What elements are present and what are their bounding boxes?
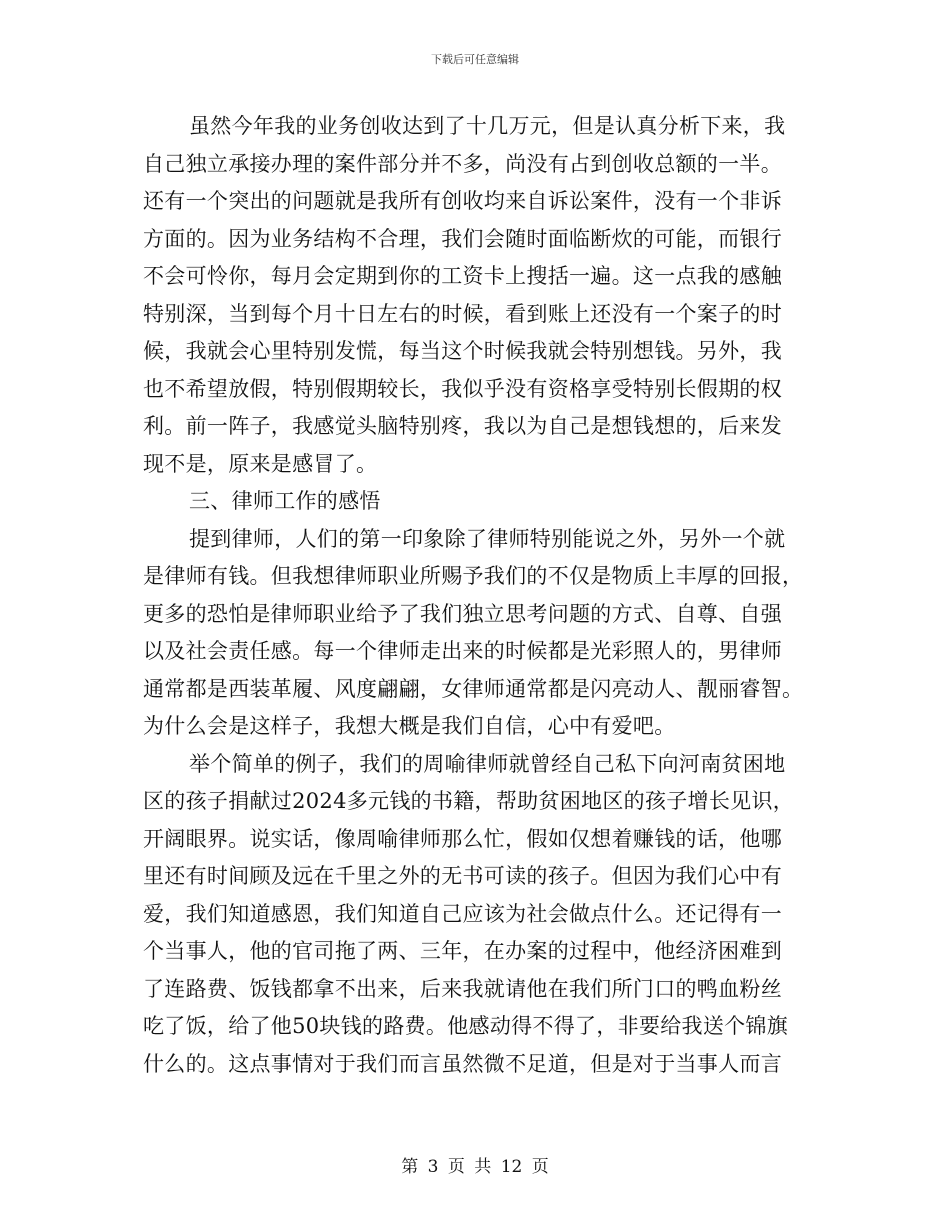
- text-line: 了连路费、饭钱都拿不出来，后来我就请他在我们所门口的鸭血粉丝: [143, 976, 782, 1001]
- text-line: 什么的。这点事情对于我们而言虽然微不足道，但是对于当事人而言: [143, 1051, 782, 1076]
- text-line: 现不是，原来是感冒了。: [143, 451, 378, 476]
- text-line: 也不希望放假，特别假期较长，我似乎没有资格享受特别长假期的权: [143, 376, 782, 401]
- text-line: 利。前一阵子，我感觉头脑特别疼，我以为自己是想钱想的，后来发: [143, 414, 782, 438]
- text-line: 个当事人，他的官司拖了两、三年，在办案的过程中，他经济困难到: [143, 939, 782, 963]
- text-line: 爱，我们知道感恩，我们知道自己应该为社会做点什么。还记得有一: [143, 901, 782, 926]
- text-line: 吃了饭，给了他50块钱的路费。他感动得不得了，非要给我送个锦旗: [143, 1014, 789, 1038]
- text-line: 通常都是西装革履、风度翩翩，女律师通常都是闪亮动人、靓丽睿智。: [143, 676, 804, 701]
- text-line: 举个简单的例子，我们的周喻律师就曾经自己私下向河南贫困地: [189, 751, 786, 776]
- page-header: 下载后可任意编辑: [431, 53, 519, 66]
- text-line: 更多的恐怕是律师职业给予了我们独立思考问题的方式、自尊、自强: [143, 601, 782, 626]
- text-line: 是律师有钱。但我想律师职业所赐予我们的不仅是物质上丰厚的回报，: [143, 564, 804, 588]
- section-heading: 三、律师工作的感悟: [189, 489, 381, 513]
- text-line: 里还有时间顾及远在千里之外的无书可读的孩子。但因为我们心中有: [143, 864, 782, 888]
- text-line: 为什么会是这样子，我想大概是我们自信，心中有爱吧。: [143, 714, 676, 738]
- text-line: 自己独立承接办理的案件部分并不多，尚没有占到创收总额的一半。: [143, 151, 782, 176]
- text-line: 以及社会责任感。每一个律师走出来的时候都是光彩照人的，男律师: [143, 639, 782, 663]
- document-body: [143, 108, 808, 1083]
- text-line: 不会可怜你，每月会定期到你的工资卡上搜括一遍。这一点我的感触: [143, 264, 782, 288]
- text-line: 方面的。因为业务结构不合理，我们会随时面临断炊的可能，而银行: [143, 226, 782, 251]
- page-number-footer: 第 3 页 共 12 页: [401, 1157, 549, 1177]
- text-line: 候，我就会心里特别发慌，每当这个时候我就会特别想钱。另外，我: [143, 339, 782, 363]
- text-line: 开阔眼界。说实话，像周喻律师那么忙，假如仅想着赚钱的话，他哪: [143, 826, 782, 851]
- text-line: 还有一个突出的问题就是我所有创收均来自诉讼案件，没有一个非诉: [143, 189, 782, 213]
- text-line: 提到律师，人们的第一印象除了律师特别能说之外，另外一个就: [189, 526, 786, 551]
- text-line: 特别深，当到每个月十日左右的时候，看到账上还没有一个案子的时: [143, 301, 782, 326]
- text-line: 区的孩子捐献过2024多元钱的书籍，帮助贫困地区的孩子增长见识，: [143, 789, 795, 813]
- text-line: 虽然今年我的业务创收达到了十几万元，但是认真分析下来，我: [189, 114, 786, 138]
